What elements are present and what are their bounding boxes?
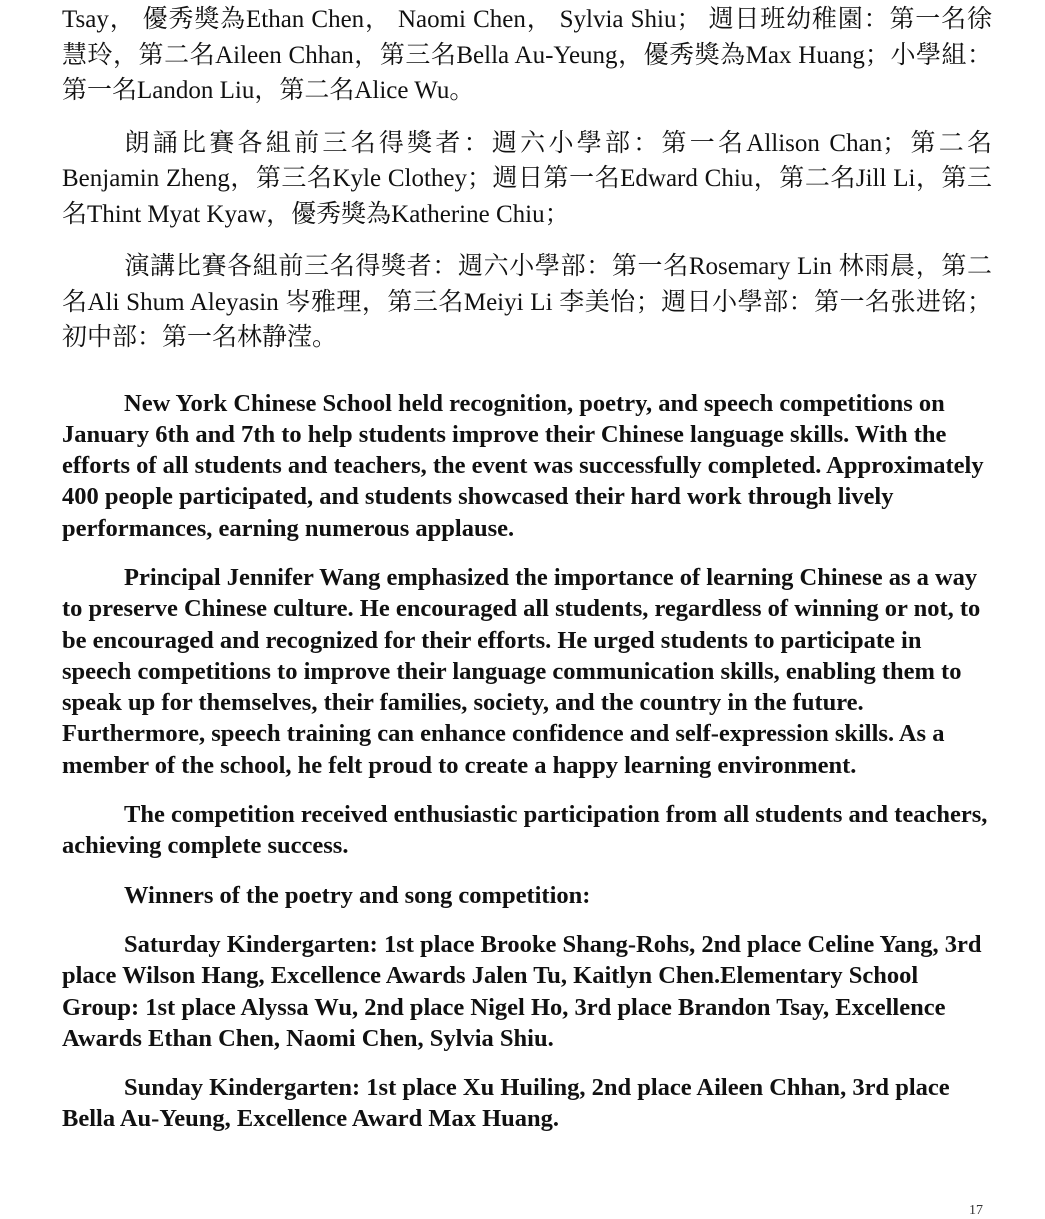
chinese-paragraph-speech-winners: 演講比賽各組前三名得獎者：週六小學部：第一名Rosemary Lin 林雨晨，第二名Ali Shum Aleyasin 岑雅理，第三名Meiyi Li 李美怡；週日小學部：第一名张进铭；初中部：第一名林静滢。 bbox=[62, 253, 992, 351]
english-paragraph-sunday-winners: Sunday Kindergarten: 1st place Xu Huiling, 2nd place Aileen Chhan, 3rd place Bella Au-Yeung, Excellence Award Max Huang. bbox=[62, 1074, 950, 1133]
english-paragraph-winners-heading: Winners of the poetry and song competition: bbox=[124, 881, 591, 909]
english-paragraph-saturday-winners: Saturday Kindergarten: 1st place Brooke Shang-Rohs, 2nd place Celine Yang, 3rd place Wilson Hang, Excellence Awards Jalen Tu, Kaitlyn Chen.Elementary School Group: 1st place Alyssa Wu, 2nd place Nigel Ho, 3rd place Brandon Tsay, Excellence Awards Ethan Chen, Naomi Chen, Sylvia Shiu. bbox=[62, 930, 982, 1052]
chinese-paragraph-awards-continued: Tsay， 優秀獎為Ethan Chen， Naomi Chen， Sylvia Shiu； 週日班幼稚園：第一名徐慧玲，第二名Aileen Chhan，第三名Bella Au-Yeung，優秀獎為Max Huang；小學組：第一名Landon Liu，第二名Alice Wu。 bbox=[62, 6, 992, 104]
english-paragraph-success: The competition received enthusiastic participation from all students and teachers, achieving complete success. bbox=[62, 801, 988, 860]
english-paragraph-principal-remarks: Principal Jennifer Wang emphasized the importance of learning Chinese as a way to preserve Chinese culture. He encouraged all students, regardless of winning or not, to be encouraged and recognized for their efforts. He urged students to participate in speech competitions to improve their language communication skills, enabling them to speak up for themselves, their families, society, and the country in the future. Furthermore, speech training can enhance confidence and self-expression skills. As a member of the school, he felt proud to create a happy learning environment. bbox=[62, 563, 981, 779]
english-paragraph-event-summary: New York Chinese School held recognition, poetry, and speech competitions on January 6th and 7th to help students improve their Chinese language skills. With the efforts of all students and teachers, the event was successfully completed. Approximately 400 people participated, and students showcased their hard work through lively performances, earning numerous applause. bbox=[62, 389, 984, 542]
chinese-paragraph-recitation-winners: 朗誦比賽各組前三名得獎者：週六小學部：第一名Allison Chan；第二名Benjamin Zheng，第三名Kyle Clothey；週日第一名Edward Chiu，第二名Jill Li，第三名Thint Myat Kyaw，優秀獎為Katherine Chiu； bbox=[62, 129, 992, 228]
page-number: 17 bbox=[969, 1203, 983, 1218]
document-page bbox=[62, 0, 992, 1153]
